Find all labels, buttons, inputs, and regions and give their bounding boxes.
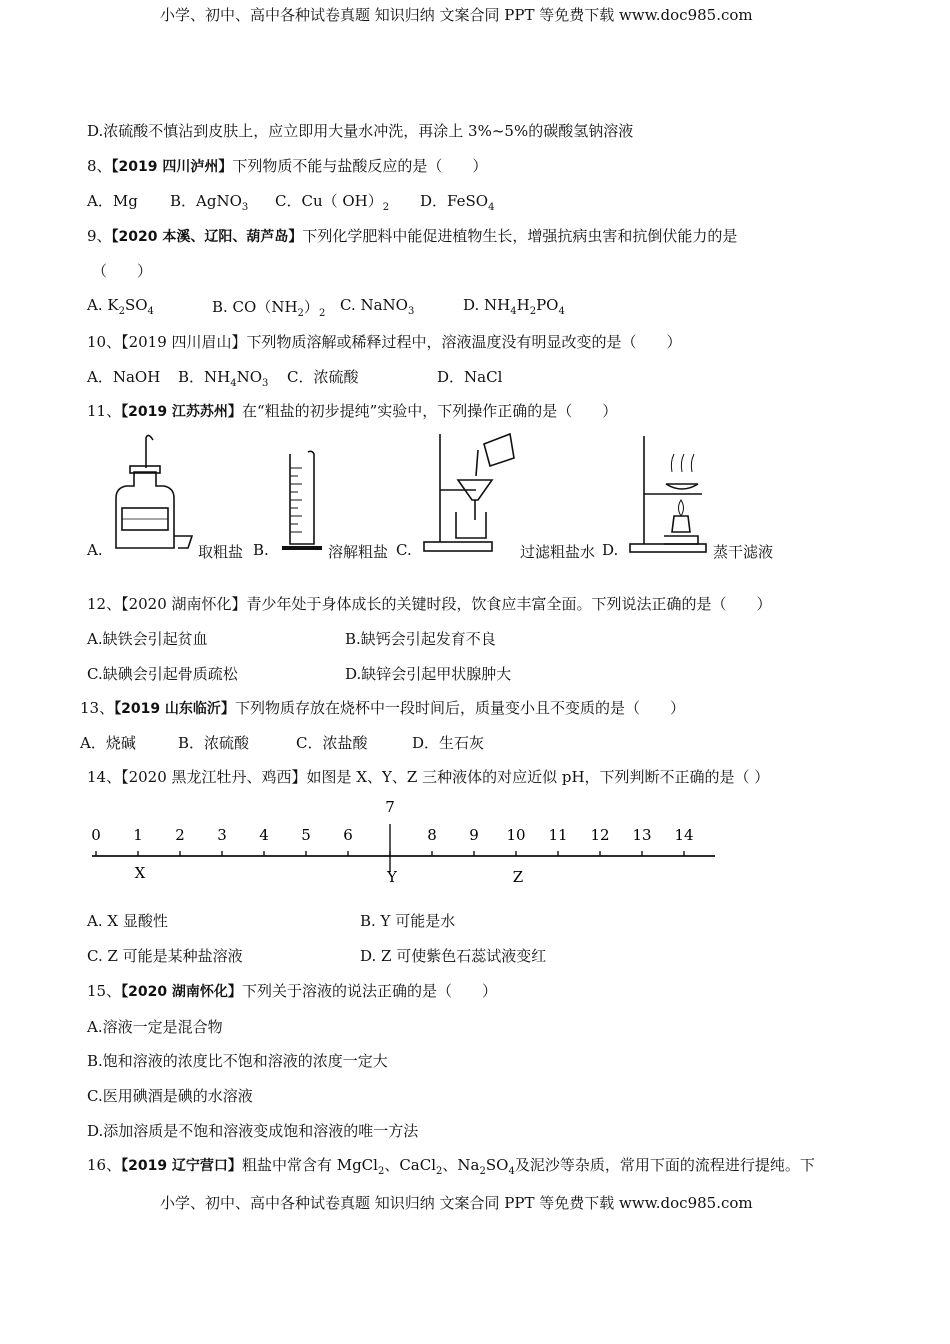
q8-text: 下列物质不能与盐酸反应的是（ ）: [232, 157, 488, 175]
q12-option-d: D.缺锌会引起甲状腺肿大: [345, 665, 512, 683]
q14-option-d: D. Z 可使紫色石蕊试液变红: [360, 947, 547, 965]
q12-option-b: B.缺钙会引起发育不良: [345, 630, 496, 648]
filtration-setup-figure: [420, 430, 520, 555]
q10-text: 下列物质溶解或稀释过程中，溶液温度没有明显改变的是（ ）: [246, 333, 682, 351]
ph-marker-x: X: [134, 864, 146, 882]
q12-number: 12、: [87, 595, 122, 613]
question-8: [87, 155, 487, 176]
bottle-and-dish-figure: [108, 430, 198, 555]
q13-source: 【2019 山东临沂】: [114, 701, 235, 717]
ph-tick-label: 11: [548, 826, 568, 844]
ph-marker-z: Z: [512, 868, 524, 886]
q8-source: 【2019 四川泸州】: [111, 159, 233, 175]
ph-tick-label: 0: [91, 826, 101, 844]
question-10: [87, 331, 682, 352]
q11-option-b: B.: [253, 541, 269, 559]
q15-option-d: D.添加溶质是不饱和溶液变成饱和溶液的唯一方法: [87, 1122, 419, 1140]
q15-source: 【2020 湖南怀化】: [121, 984, 242, 1000]
q10-option-a: A．NaOH: [87, 368, 161, 386]
ph-tick-label: 7: [385, 798, 395, 816]
q10-source: 【2019 四川眉山】: [121, 333, 247, 351]
q10-option-b: B．$NH_4NO_3$: [178, 368, 269, 389]
ph-tick-label: 6: [343, 826, 353, 844]
ph-tick-label: 5: [301, 826, 311, 844]
q13-option-d: D．生石灰: [412, 734, 485, 752]
ph-marker-y: Y: [387, 868, 397, 886]
question-11: [87, 400, 617, 421]
graduated-cylinder-figure: [278, 448, 328, 556]
q13-number: 13、: [80, 699, 115, 717]
q9-option-c: C. NaNO$_3$: [340, 296, 415, 317]
ph-tick-label: 1: [133, 826, 143, 844]
question-14: [87, 766, 769, 787]
q16-source: 【2019 辽宁营口】: [121, 1158, 242, 1174]
q13-option-a: A．烧碱: [80, 734, 136, 752]
q12-text: 青少年处于身体成长的关键时段，饮食应丰富全面。下列说法正确的是（ ）: [246, 595, 772, 613]
q9-paren: （ ）: [92, 262, 153, 280]
question-12: [87, 593, 772, 614]
q12-option-a: A.缺铁会引起贫血: [87, 630, 208, 648]
ph-tick-label: 14: [674, 826, 694, 844]
q12-option-c: C.缺碘会引起骨质疏松: [87, 665, 238, 683]
q11-option-a: A.: [87, 541, 103, 559]
q11-caption-b: 溶解粗盐: [328, 543, 389, 561]
ph-tick-label: 3: [217, 826, 227, 844]
ph-tick-label: 10: [506, 826, 526, 844]
page-footer: 小学、初中、高中各种试卷真题 知识归纳 文案合同 PPT 等免费下载 www.doc985.com: [160, 1194, 753, 1212]
q10-option-d: D．NaCl: [437, 368, 503, 386]
ph-tick-label: 4: [259, 826, 269, 844]
ph-tick-label: 8: [427, 826, 437, 844]
q12-source: 【2020 湖南怀化】: [121, 595, 247, 613]
q15-option-b: B.饱和溶液的浓度比不饱和溶液的浓度一定大: [87, 1052, 388, 1070]
q9-text: 下列化学肥料中能促进植物生长，增强抗病虫害和抗倒伏能力的是: [302, 227, 738, 245]
q14-text: 如图是 X、Y、Z 三种液体的对应近似 pH，下列判断不正确的是（ ）: [306, 768, 770, 786]
ph-number-line: [80, 792, 730, 892]
q14-option-b: B. Y 可能是水: [360, 912, 456, 930]
q11-text: 在“粗盐的初步提纯”实验中，下列操作正确的是（ ）: [241, 402, 618, 420]
q10-option-c: C．浓硫酸: [287, 368, 359, 386]
q9-option-b: B. $CO(NH_2)_2$: [212, 298, 326, 319]
evaporation-setup-figure: [626, 432, 716, 557]
q8-option-a: A．Mg: [87, 192, 138, 210]
q11-number: 11、: [87, 402, 122, 420]
q11-option-c: C.: [396, 541, 412, 559]
ph-tick-label: 12: [590, 826, 610, 844]
q15-option-a: A.溶液一定是混合物: [87, 1018, 223, 1036]
q11-option-d: D.: [602, 541, 619, 559]
ph-tick-label: 2: [175, 826, 185, 844]
q15-option-c: C.医用碘酒是碘的水溶液: [87, 1087, 253, 1105]
ph-tick-label: 13: [632, 826, 652, 844]
q14-option-a: A. X 显酸性: [87, 912, 168, 930]
q14-source: 【2020 黑龙江牡丹、鸡西】: [121, 768, 307, 786]
q7-option-d: D.浓硫酸不慎沾到皮肤上，应立即用大量水冲洗，再涂上 3%~5%的碳酸氢钠溶液: [87, 122, 634, 140]
q8-option-b: B．AgNO$_3$: [170, 192, 249, 213]
q9-option-a: A. $K_2SO_4$: [87, 296, 154, 317]
question-9: [87, 225, 737, 246]
q14-number: 14、: [87, 768, 122, 786]
q13-option-b: B．浓硫酸: [178, 734, 250, 752]
q8-number: 8、: [87, 157, 112, 175]
q16-number: 16、: [87, 1156, 122, 1174]
question-16: 16、【2019 辽宁营口】粗盐中常含有 MgCl$_2$、CaCl$_2$、$Na_2SO_4$及泥沙等杂质，常用下面的流程进行提纯。下: [87, 1156, 815, 1177]
q11-caption-c: 过滤粗盐水: [520, 543, 596, 561]
q15-text: 下列关于溶液的说法正确的是（ ）: [241, 982, 497, 1000]
q11-caption-d: 蒸干滤液: [713, 543, 774, 561]
q11-caption-a: 取粗盐: [198, 543, 244, 561]
question-15: [87, 980, 497, 1001]
q9-source: 【2020 本溪、辽阳、葫芦岛】: [111, 229, 303, 245]
q14-option-c: C. Z 可能是某种盐溶液: [87, 947, 243, 965]
q11-source: 【2019 江苏苏州】: [121, 404, 242, 420]
q10-number: 10、: [87, 333, 122, 351]
q13-option-c: C．浓盐酸: [296, 734, 368, 752]
q9-number: 9、: [87, 227, 112, 245]
ph-tick-label: 9: [469, 826, 479, 844]
q8-option-d: D．FeSO$_4$: [420, 192, 495, 213]
question-13: [80, 697, 685, 718]
q13-text: 下列物质存放在烧杯中一段时间后，质量变小且不变质的是（ ）: [234, 699, 685, 717]
q9-option-d: D. $NH_4H_2PO_4$: [463, 296, 565, 317]
q8-option-c: C．Cu（ $OH)_2$: [275, 192, 390, 213]
q15-number: 15、: [87, 982, 122, 1000]
page-header: 小学、初中、高中各种试卷真题 知识归纳 文案合同 PPT 等免费下载 www.doc985.com: [160, 6, 753, 24]
